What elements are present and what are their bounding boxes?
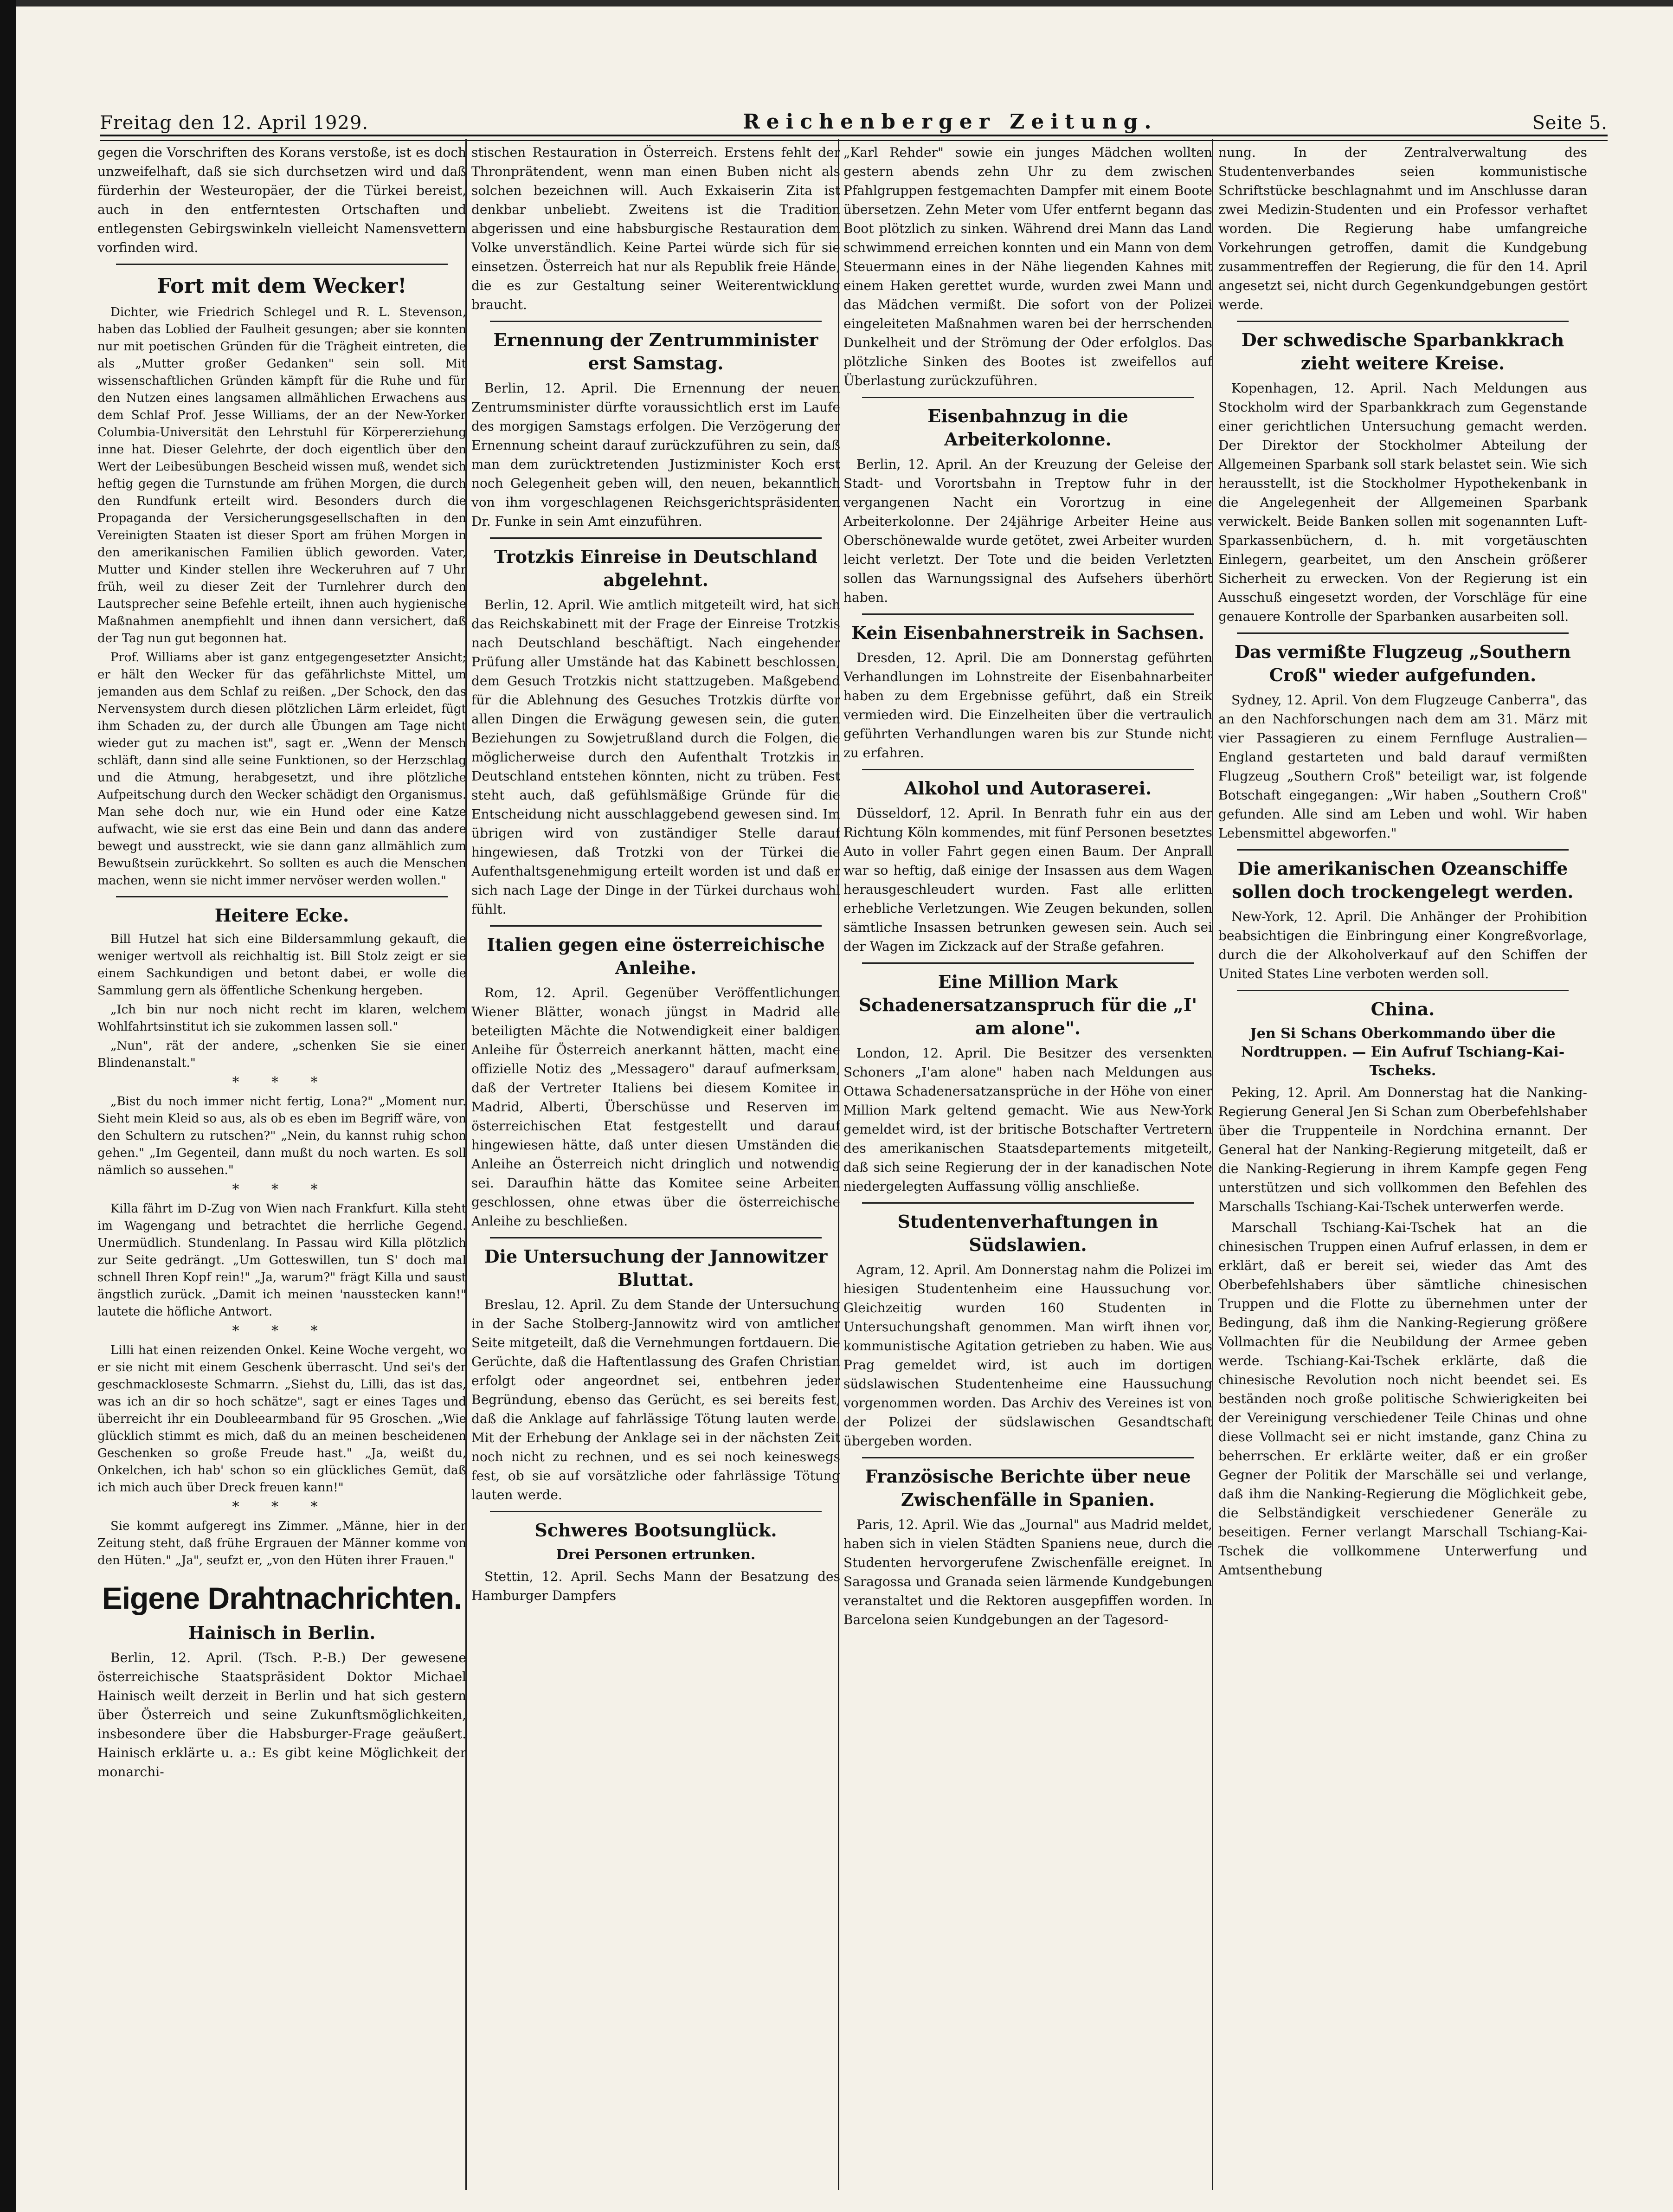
section-rule xyxy=(862,769,1194,770)
headline: Französische Berichte über neue Zwischenfälle in Spanien. xyxy=(865,1466,1191,1510)
section-rule xyxy=(490,925,822,927)
headline: Das vermißte Flugzeug „Southern Croß" wieder aufgefunden. xyxy=(1234,641,1571,685)
page-number: Seite 5. xyxy=(1532,112,1608,134)
article-text: Stettin, 12. April. Sechs Mann der Besatzung des Hamburger Dampfers xyxy=(471,1569,840,1603)
headline: Schweres Bootsunglück. xyxy=(534,1520,777,1541)
article-text: Prof. Williams aber ist ganz entgegengesetzter Ansicht; er hält den Wecker für das gefährlichste Mittel, um jemanden aus dem Schlaf zu reißen. „Der Schock, den das Nervensystem durch diesen plötzlichen Lärm erleidet, fügt ihm Schaden zu, der durch alle Übungen am Tage nicht wieder gut zu machen ist", sagt er. „Wenn der Mensch schläft, dann sind alle seine Funktionen, so der Herzschlag und die Atmung, herabgesetzt, und ihre plötzliche Aufpeitschung durch den Wecker schädigt den Organismus. Man sehe doch nur, wie ein Hund oder eine Katze aufwacht, wie sie erst das eine Bein und dann das andere bewegt und ausstreckt, wie sie dann ganz allmählich zum Bewußtsein zurückkehrt. So sollten es auch die Menschen machen, wenn sie nicht immer nervöser werden wollen." xyxy=(97,651,466,888)
joke-text: Sie kommt aufgeregt ins Zimmer. „Männe, hier in der Zeitung steht, daß frühe Ergrauen der Männer komme von den Hüten." „Ja", seufzt er, „von den Hüten ihrer Frauen." xyxy=(97,1519,466,1567)
headline: Der schwedische Sparbankkrach zieht weitere Kreise. xyxy=(1241,329,1564,374)
headline: Studentenverhaftungen in Südslawien. xyxy=(897,1211,1158,1255)
column-3 xyxy=(843,143,1212,2187)
headline: Eine Million Mark Schadenersatzanspruch für die „I' am alone". xyxy=(858,971,1197,1038)
article-text: Kopenhagen, 12. April. Nach Meldungen aus Stockholm wird der Sparbankkrach zum Gegenstande einer gerichtlichen Untersuchung gemacht werden. Der Direktor der Stockholmer Abteilung der Allgemeinen Sparbank soll stark belastet sein. Wie sich herausstellt, ist die Stockholmer Hypothekenbank in die Angelegenheit der Allgemeinen Sparbank verwickelt. Beide Banken sollen mit sogenannten Luft-Sparkassenbüchern, d. h. mit vorgetäuschten Einlegern, gearbeitet, um den Anschein größerer Sicherheit zu erwecken. Von der Regierung ist ein Ausschuß eingesetzt worden, der Vorschläge für eine genauere Kontrolle der Sparbanken ausarbeiten soll. xyxy=(1218,380,1587,624)
article-text: Dichter, wie Friedrich Schlegel und R. L. Stevenson, haben das Loblied der Faulheit gesungen; aber sie konnten nur mit poetischen Gründen für die Trägheit eintreten, die als „Mutter großer Gedanken" sein soll. Mit wissenschaftlichen Gründen kämpft für die Ruhe und für den Nutzen eines langsamen allmählichen Erwachens aus dem Schlaf Prof. Jesse Williams, der an der New-Yorker Columbia-Universität den Lehrstuhl für Körpererziehung inne hat. Dieser Gelehrte, der doch eigentlich über den Wert der Leibesübungen Bescheid wissen muß, wendet sich heftig gegen die Turnstunde am frühen Morgen, die durch den Rundfunk erteilt wird. Besonders durch die Propaganda der Versicherungsgesellschaften in den Vereinigten Staaten ist dieser Sport am frühen Morgen in den amerikanischen Familien üblich geworden. Vater, Mutter und Kinder stellen ihre Weckeruhren auf 7 Uhr früh, weil zu dieser Zeit der Turnlehrer durch den Lautsprecher seine Befehle erteilt, ihnen auch hygienische Maßnahmen anempfiehlt und ihnen dann versichert, daß der Tag nun gut begonnen hat. xyxy=(97,305,466,645)
section-rule xyxy=(490,1237,822,1238)
section-rule xyxy=(1237,321,1569,322)
article-text: London, 12. April. Die Besitzer des versenkten Schoners „I'am alone" haben nach Meldungen aus Ottawa Schadenersatzansprüche in der Höhe von einer Million Mark geltend gemacht. Wie aus New-York gemeldet wird, ist der britische Botschafter Vertretern des amerikanischen Staatsdepartements mitgeteilt, daß sich seine Regierung der in der kanadischen Note niedergelegten Auffassung völlig anschließe. xyxy=(843,1045,1212,1194)
joke-text: Killa fährt im D-Zug von Wien nach Frankfurt. Killa steht im Wagengang und betrachtet die herrliche Gegend. Unermüdlich. Stundenlang. In Passau wird Killa plötzlich zur Seite gedrängt. „Um Gotteswillen, tun S' doch mal schnell Ihren Kopf rein!" „Ja, warum?" frägt Killa und saust ängstlich zurück. „Damit ich meinen 'nausstecken kann!" lautete die höfliche Antwort. xyxy=(97,1202,466,1319)
headline: Die amerikanischen Ozeanschiffe sollen doch trockengelegt werden. xyxy=(1232,858,1574,902)
column-4 xyxy=(1218,143,1587,2187)
headline: Alkohol und Autoraserei. xyxy=(904,778,1152,799)
headline: Fort mit dem Wecker! xyxy=(157,274,407,298)
article-text: Sydney, 12. April. Von dem Flugzeuge Canberra", das an den Nachforschungen nach dem am 31. März mit vier Passagieren zu einem Fernfluge Australien—England gestarteten und bald darauf vermißten Flugzeug „Southern Croß" beteiligt war, ist folgende Botschaft eingegangen: „Wir haben „Southern Croß" gefunden. Alle sind am Leben und wohl. Wir haben Lebensmittel abgeworfen." xyxy=(1218,692,1587,841)
headline: Heitere Ecke. xyxy=(214,905,349,926)
headline: Italien gegen eine österreichische Anleihe. xyxy=(487,934,825,978)
separator-stars: * * * xyxy=(232,1181,332,1198)
headline: Eisenbahnzug in die Arbeiterkolonne. xyxy=(927,406,1128,450)
headline: Ernennung der Zentrumminister erst Samstag. xyxy=(493,329,818,374)
headline: Die Untersuchung der Jannowitzer Bluttat. xyxy=(484,1246,828,1290)
joke-text: „Ich bin nur noch nicht recht im klaren, welchem Wohlfahrtsinstitut ich sie zukommen lassen soll." xyxy=(97,1003,466,1034)
section-rule xyxy=(862,1202,1194,1204)
headline: Hainisch in Berlin. xyxy=(188,1622,376,1643)
header-rule xyxy=(100,135,1608,141)
separator-stars: * * * xyxy=(232,1074,332,1090)
article-text: Marschall Tschiang-Kai-Tschek hat an die chinesischen Truppen einen Aufruf erlassen, in dem er erklärt, daß er bereit sei, wieder das Amt des Oberbefehlshabers über sämtliche chinesischen Truppen und die Flotte zu übernehmen unter der Bedingung, daß ihm die Nanking-Regierung größere Vollmachten für die Neubildung der Armee geben werde. Tschiang-Kai-Tschek erklärte, daß die chinesische Revolution noch nicht beendet sei. Es beständen noch große politische Schwierigkeiten bei der Vereinigung verschiedener Teile Chinas und ohne diese Vollmacht sei er nicht imstande, ganz China zu beherrschen. Er erklärte weiter, daß er ein großer Gegner der Politik der Marschälle sei und verlange, daß ihm die Nanking-Regierung die Möglichkeit gebe, die Selbständigkeit verschiedener Generäle zu beseitigen. Ferner verlangt Marschall Tschiang-Kai-Tschek die vollkommene Unterwerfung und Amtsenthebung xyxy=(1218,1220,1587,1578)
joke-text: Bill Hutzel hat sich eine Bildersammlung gekauft, die weniger wertvoll als reichhaltig ist. Bill Stolz zeigt er sie einem Sachkundigen und betont dabei, er wolle die Sammlung gern als öffentliche Schenkung hergeben. xyxy=(97,932,466,998)
article-text: Peking, 12. April. Am Donnerstag hat die Nanking-Regierung General Jen Si Schan zum Oberbefehlshaber über die Truppenteile in Nordchina ernannt. Der General hat der Nanking-Regierung mitgeteilt, daß er die Nanking-Regierung in ihrem Kampfe gegen Feng unterstützen und sich vollkommen den Befehlen des Marschalls Tschiang-Kai-Tschek unterwerfen werde. xyxy=(1218,1085,1587,1214)
article-text: Breslau, 12. April. Zu dem Stande der Untersuchung in der Sache Stolberg-Jannowitz wird von amtlicher Seite mitgeteilt, daß die Vernehmungen fortdauern. Die Gerüchte, daß die Haftentlassung des Grafen Christian erfolgt oder angeordnet sei, entbehren jeder Begründung, ebenso das Gerücht, es sei bereits fest, daß die Anklage auf fahrlässige Tötung lauten werde. Mit der Erhebung der Anklage sei in der nächsten Zeit noch nicht zu rechnen, und es sei noch keineswegs fest, ob sie auf vorsätzliche oder fahrlässige Tötung lauten werde. xyxy=(471,1297,840,1503)
article-text: gegen die Vorschriften des Korans verstoße, ist es doch unzweifelhaft, daß sie sich durchsetzen wird und daß fürderhin der Westeuropäer, der die Türkei bereist, auch in den entferntesten Ortschaften und entlegensten Gebirgswinkeln vielleicht Namensvettern vorfinden wird. xyxy=(97,145,466,255)
joke-text: „Nun", rät der andere, „schenken Sie sie einer Blindenanstalt." xyxy=(97,1039,466,1070)
column-1 xyxy=(97,143,466,2187)
section-rule xyxy=(862,613,1194,615)
section-rule xyxy=(862,962,1194,964)
section-rule xyxy=(1237,849,1569,851)
joke-text: Lilli hat einen reizenden Onkel. Keine Woche vergeht, wo er sie nicht mit einem Geschenk überrascht. Und sei's der geschmackloseste Schmarrn. „Siehst du, Lilli, das ist das, was ich an dir so hoch schätze", sagt er eines Tages und überreicht ihr ein Doubleearmband für 95 Groschen. „Wie glücklich stimmt es mich, daß du an meinen bescheidenen Geschenken so große Freude hast." „Ja, weißt du, Onkelchen, ich hab' schon so ein glückliches Gemüt, daß ich mich auch über Dreck freuen kann!" xyxy=(97,1343,466,1495)
article-text: „Karl Rehder" sowie ein junges Mädchen wollten gestern abends zehn Uhr zu dem zwischen Pfahlgruppen festgemachten Dampfer mit einem Boote übersetzen. Zehn Meter vom Ufer entfernt begann das Boot plötzlich zu sinken. Während drei Mann das Land schwimmend erreichen konnten und ein Mann von dem Steuermann eines in der Nähe liegenden Kahnes mit einem Haken gerettet wurde, wurden zwei Mann und das Mädchen vermißt. Die sofort von der Polizei eingeleiteten Maßnahmen waren bei der herrschenden Dunkelheit und der Strömung der Oder erfolglos. Das plötzliche Sinken des Bootes ist zweifellos auf Überlastung zurückzuführen. xyxy=(843,145,1212,388)
newspaper-name: Reichenberger Zeitung. xyxy=(743,110,1158,134)
subheadline: Jen Si Schans Oberkommando über die Nordtruppen. — Ein Aufruf Tschiang-Kai-Tscheks. xyxy=(1241,1025,1565,1079)
article-text: nung. In der Zentralverwaltung des Studentenverbandes seien kommunistische Schriftstücke beschlagnahmt und im Anschlusse daran zwei Medizin-Studenten und ein Professor verhaftet worden. Die Regierung habe umfangreiche Vorkehrungen getroffen, damit die Kundgebung zusammentreffen der Regierung, die für den 14. April angesetzt sei, nicht durch Gegenkundgebungen gestört werde. xyxy=(1218,145,1587,312)
scan-edge-left xyxy=(0,0,16,2212)
section-rule xyxy=(116,264,448,265)
page-header xyxy=(100,101,1608,134)
subheadline: Drei Personen ertrunken. xyxy=(556,1547,756,1563)
column-2 xyxy=(471,143,840,2187)
article-text: Paris, 12. April. Wie das „Journal" aus Madrid meldet, haben sich in vielen Städten Spaniens neue, durch die Studenten hervorgerufene Zwischenfälle ereignet. In Saragossa und Granada seien lärmende Kundgebungen veranstaltet und die Rektoren ausgepfiffen worden. In Barcelona seien Kundgebungen an der Tagesord- xyxy=(843,1517,1212,1627)
scan-edge-top xyxy=(0,0,1673,6)
section-rule xyxy=(1237,990,1569,991)
section-rule xyxy=(490,537,822,539)
section-rule xyxy=(490,1511,822,1512)
section-rule xyxy=(1237,632,1569,634)
separator-stars: * * * xyxy=(232,1499,332,1515)
headline: China. xyxy=(1371,999,1435,1019)
section-banner: Eigene Drahtnachrichten. xyxy=(102,1581,462,1615)
article-text: stischen Restauration in Österreich. Erstens fehlt der Thronprätendent, wenn man einen Buben nicht als solchen bezeichnen will. Auch Exkaiserin Zita ist denkbar unbeliebt. Zweitens ist die Tradition abgerissen und eine habsburgische Restauration dem Volke unverständlich. Keine Partei würde sich für sie einsetzen. Österreich hat nur als Republik freie Hände, die es zur Gestaltung seiner Weiterentwicklung braucht. xyxy=(471,145,840,312)
section-rule xyxy=(490,321,822,322)
article-text: Berlin, 12. April. An der Kreuzung der Geleise der Stadt- und Vorortsbahn in Treptow fuhr in der vergangenen Nacht ein Vorortzug in eine Arbeiterkolonne. Der 24jährige Arbeiter Heine aus Oberschönewalde wurde getötet, zwei Arbeiter wurden leicht verletzt. Der Tote und die beiden Verletzten sollen das Warnungssignal des Aufsehers überhört haben. xyxy=(843,457,1212,605)
article-text: Rom, 12. April. Gegenüber Veröffentlichungen Wiener Blätter, wonach jüngst in Madrid alle beteiligten Mächte die Notwendigkeit einer baldigen Anleihe für Österreich anerkannt hätten, macht eine offizielle Notiz des „Messagero" darauf aufmerksam, daß der Vertreter Italiens bei diesem Komitee in Madrid, Alberti, Überschüsse und Reserven im österreichischen Etat festgestellt und darauf hingewiesen hätte, daß unter diesen Umständen die Anleihe an Österreich nicht dringlich und notwendig sei. Daraufhin hätte das Komitee seine Arbeiten geschlossen, ohne etwas über die österreichische Anleihe zu beschließen. xyxy=(471,985,840,1229)
joke-text: „Bist du noch immer nicht fertig, Lona?" „Moment nur. Sieht mein Kleid so aus, als ob es eben im Begriff wäre, von den Schultern zu rutschen?" „Nein, du kannst ruhig schon gehen." „Im Gegenteil, dann mußt du noch warten. Es soll nämlich so aussehen." xyxy=(97,1095,466,1177)
separator-stars: * * * xyxy=(232,1323,332,1339)
article-text: Berlin, 12. April. Die Ernennung der neuen Zentrumsminister dürfte voraussichtlich erst im Laufe des morgigen Samstags erfolgen. Die Verzögerung der Ernennung scheint darauf zurückzuführen zu sein, daß man dem zurücktretenden Justizminister Koch erst noch Gelegenheit geben will, den neuen, bekanntlich von ihm vorgeschlagenen Reichsgerichtspräsidenten Dr. Funke in sein Amt einzuführen. xyxy=(471,380,840,529)
headline: Trotzkis Einreise in Deutschland abgelehnt. xyxy=(494,546,817,590)
section-rule xyxy=(862,1457,1194,1458)
section-rule xyxy=(862,397,1194,398)
section-rule xyxy=(116,896,448,897)
article-text: New-York, 12. April. Die Anhänger der Prohibition beabsichtigen die Einbringung einer Kongreßvorlage, durch die der Alkoholverkauf auf den Schiffen der United States Line verboten werden soll. xyxy=(1218,909,1587,981)
article-text: Berlin, 12. April. Wie amtlich mitgeteilt wird, hat sich das Reichskabinett mit der Frage der Einreise Trotzkis nach Deutschland beschäftigt. Nach eingehender Prüfung aller Umstände hat das Kabinett beschlossen, dem Gesuch Trotzkis nicht stattzugeben. Maßgebend für die Ablehnung des Gesuches Trotzkis dürfte vor allen Dingen die Erwägung gewesen sein, die guten Beziehungen zu Sowjetrußland durch die Folgen, die möglicherweise durch den Aufenthalt Trotzkis in Deutschland entstehen könnten, nicht zu trüben. Fest steht auch, daß gefühlsmäßige Gründe für die Entscheidung nicht ausschlaggebend gewesen sind. Im übrigen wird von zuständiger Stelle darauf hingewiesen, daß Trotzki von der Türkei die Aufenthaltsgenehmigung erteilt worden ist und daß er sich nach Lage der Dinge in der Türkei durchaus wohl fühlt. xyxy=(471,597,840,917)
article-text: Düsseldorf, 12. April. In Benrath fuhr ein aus der Richtung Köln kommendes, mit fünf Personen besetztes Auto in voller Fahrt gegen einen Baum. Der Anprall war so heftig, daß einige der Insassen aus dem Wagen herausgeschleudert wurden. Fast alle erlitten erhebliche Verletzungen. Wie Zeugen bekunden, sollen sämtliche Insassen betrunken gewesen sein. Auch sei der Wagen im Zickzack auf der Straße gefahren. xyxy=(843,806,1212,954)
article-text: Dresden, 12. April. Die am Donnerstag geführten Verhandlungen im Lohnstreite der Eisenbahnarbeiter haben zu dem Ergebnisse geführt, daß ein Streik vermieden wird. Die Einzelheiten über die vertraulich geführten Verhandlungen waren bis zur Stunde nicht zu erfahren. xyxy=(843,650,1212,761)
article-text: Berlin, 12. April. (Tsch. P.-B.) Der gewesene österreichische Staatspräsident Doktor Michael Hainisch weilt derzeit in Berlin und hat sich gestern über Österreich und seine Zukunftsmöglichkeiten, insbesondere über die Habsburger-Frage geäußert. Hainisch erklärte u. a.: Es gibt keine Möglichkeit der monarchi- xyxy=(97,1650,466,1780)
article-text: Agram, 12. April. Am Donnerstag nahm die Polizei im hiesigen Studentenheim eine Haussuchung vor. Gleichzeitig wurden 160 Studenten in Untersuchungshaft genommen. Man wirft ihnen vor, kommunistische Agitation getrieben zu haben. Wie aus Prag gemeldet wird, ist auch im dortigen südslawischen Studentenheime eine Haussuchung vorgenommen worden. Das Archiv des Vereines ist von der Polizei der südslawischen Gesandtschaft übergeben worden. xyxy=(843,1262,1212,1449)
headline: Kein Eisenbahnerstreik in Sachsen. xyxy=(851,622,1204,643)
header-date: Freitag den 12. April 1929. xyxy=(100,112,369,134)
